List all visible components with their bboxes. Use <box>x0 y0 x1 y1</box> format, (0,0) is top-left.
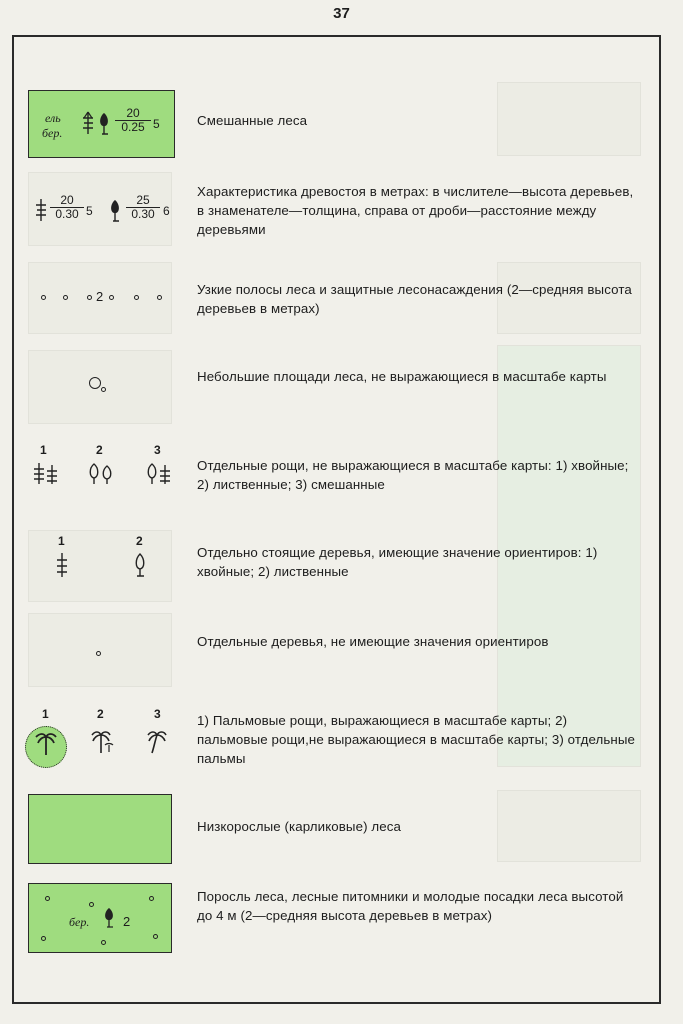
item-number: 3 <box>154 707 161 721</box>
legend-description: 1) Пальмовые рощи, выражающиеся в масштабе карты; 2) пальмовые рощи,не выражающиеся в масштабе карты; 3) отдельные пальмы <box>197 713 636 766</box>
strip-height: 2 <box>96 289 104 304</box>
young-growth-swatch <box>28 883 172 953</box>
fraction-numerator: 20 <box>60 193 74 207</box>
label-birch: бер. <box>42 126 63 140</box>
label-spruce: ель <box>45 111 61 125</box>
dwarf-forest-swatch <box>28 794 172 864</box>
legend-description: Узкие полосы леса и защитные лесонасаждения (2—средняя высота деревьев в метрах) <box>197 282 632 316</box>
legend-row-non-landmark-trees <box>0 620 683 680</box>
conifer-fraction <box>50 194 84 221</box>
conifer-grove-icon <box>31 462 61 486</box>
growth-dot <box>45 896 50 901</box>
item-number: 2 <box>136 534 143 548</box>
small-forest-outline <box>89 377 101 389</box>
legend-description: Смешанные леса <box>197 113 308 128</box>
legend-row-narrow-strips <box>0 268 683 328</box>
tree-spacing: 5 <box>153 117 160 131</box>
small-forest-dot <box>101 387 106 392</box>
growth-dot <box>41 936 46 941</box>
legend-description: Характеристика древостоя в метрах: в числителе—высота деревьев, в знаменателе—толщина, справа от дроби—расстояние между деревьями <box>197 184 634 237</box>
growth-dot <box>153 934 158 939</box>
legend-row-palm-groves <box>0 705 683 775</box>
fraction-denominator: 0.30 <box>126 207 160 221</box>
strip-dot <box>63 295 68 300</box>
strip-dot <box>157 295 162 300</box>
strip-dot <box>87 295 92 300</box>
growth-dot <box>101 940 106 945</box>
conifer-tree-icon <box>34 198 48 222</box>
conifer-tree-icon <box>81 111 95 135</box>
tree-dot <box>96 651 101 656</box>
item-number: 1 <box>58 534 65 548</box>
legend-description: Отдельно стоящие деревья, имеющие значение ориентиров: 1) хвойные; 2) лиственные <box>197 545 598 579</box>
item-number: 1 <box>40 443 47 457</box>
legend-description: Небольшие площади леса, не выражающиеся в масштабе карты <box>197 369 607 384</box>
mixed-forest-fraction <box>115 107 151 134</box>
strip-dot <box>109 295 114 300</box>
legend-row-mixed-forest <box>0 88 683 160</box>
legend-description: Отдельные рощи, не выражающиеся в масштабе карты: 1) хвойные; 2) лиственные; 3) смешанные <box>197 458 629 492</box>
deciduous-tree-icon <box>108 198 122 222</box>
legend-description: Поросль леса, лесные питомники и молодые посадки леса высотой до 4 м (2—средняя высота деревьев в метрах) <box>197 889 624 923</box>
growth-dot <box>89 902 94 907</box>
item-number: 1 <box>42 707 49 721</box>
item-number: 3 <box>154 443 161 457</box>
conifer-tree-icon <box>55 552 69 578</box>
fraction-denominator: 0.25 <box>115 120 151 134</box>
growth-dot <box>149 896 154 901</box>
deciduous-fraction <box>126 194 160 221</box>
item-number: 2 <box>97 707 104 721</box>
legend-row-dwarf-forest <box>0 792 683 864</box>
legend-row-young-growth <box>0 882 683 954</box>
legend-description: Низкорослые (карликовые) леса <box>197 819 401 834</box>
strip-dot <box>41 295 46 300</box>
legend-description: Отдельные деревья, не имеющие значения ориентиров <box>197 634 549 649</box>
growth-height: 2 <box>123 914 131 929</box>
palm-grove-small-icon <box>90 729 116 755</box>
palm-tree-icon <box>146 729 168 755</box>
deciduous-tree-icon <box>103 906 115 928</box>
legend-row-small-forest-areas <box>0 355 683 415</box>
fraction-denominator: 0.30 <box>50 207 84 221</box>
legend-row-stand-characteristics <box>0 178 683 248</box>
legend-row-landmark-trees <box>0 530 683 600</box>
legend-row-separate-groves <box>0 440 683 510</box>
mixed-forest-swatch <box>28 90 175 158</box>
deciduous-tree-icon <box>97 111 111 135</box>
fraction-numerator: 25 <box>136 193 150 207</box>
deciduous-tree-icon <box>133 552 147 578</box>
strip-dot <box>134 295 139 300</box>
mixed-grove-icon <box>144 462 174 486</box>
tree-spacing: 5 <box>86 204 93 218</box>
fraction-numerator: 20 <box>126 106 140 120</box>
tree-spacing: 6 <box>163 204 170 218</box>
palm-tree-icon <box>34 731 58 757</box>
label-birch: бер. <box>69 915 90 929</box>
deciduous-grove-icon <box>86 462 116 486</box>
page-number: 37 <box>333 5 350 22</box>
item-number: 2 <box>96 443 103 457</box>
